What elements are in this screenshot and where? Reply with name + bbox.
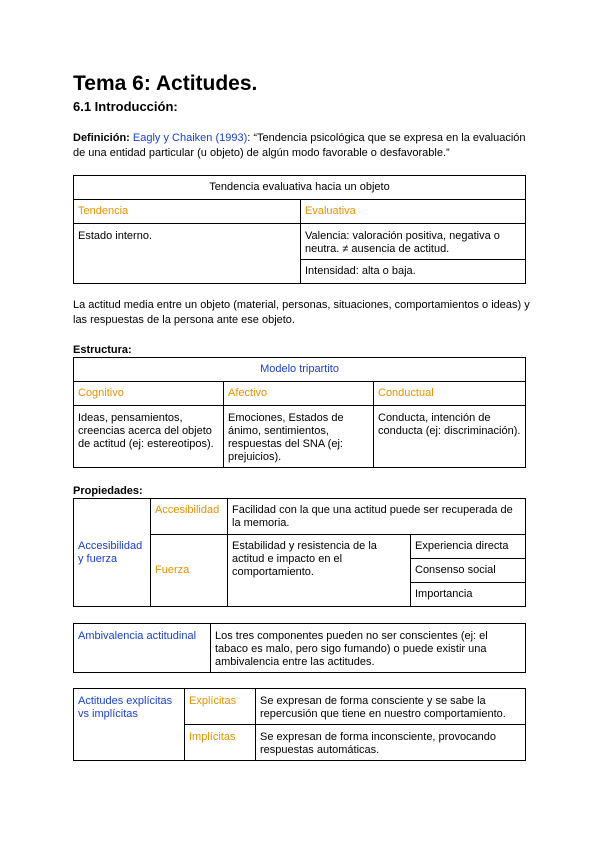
definition-label: Definición:	[73, 132, 130, 144]
table2-cell-cognitivo: Ideas, pensamientos, creencias acerca del objeto de actitud (ej: estereotipos).	[74, 406, 224, 468]
table1-col-evaluativa: Evaluativa	[301, 200, 526, 224]
definition-authors: Eagly y Chaiken (1993)	[132, 132, 248, 144]
estructura-label: Estructura:	[73, 344, 132, 356]
factor-consenso: Consenso social	[411, 559, 526, 583]
table1-cell-estado: Estado interno.	[74, 224, 301, 284]
explicitas-term: Explícitas	[185, 689, 256, 725]
table1-cell-valencia: Valencia: valoración positiva, negativa o neutra. ≠ ausencia de actitud.	[301, 224, 526, 260]
propiedades-main: Accesibilidad y fuerza	[74, 499, 151, 607]
propiedades-accesibilidad: Accesibilidad	[151, 499, 228, 535]
table2-col-afectivo: Afectivo	[224, 382, 374, 406]
page-title: Tema 6: Actitudes.	[73, 72, 258, 95]
definition-text: “Tendencia psicológica que se expresa en la evaluación de una entidad particular (u objeto) de algún modo favorable o desfavorable.”	[73, 132, 526, 159]
explicitas-label: Actitudes explícitas vs implícitas	[74, 689, 185, 761]
table2-cell-conductual: Conducta, intención de conducta (ej: discriminación).	[374, 406, 526, 468]
definition-paragraph	[73, 131, 528, 161]
propiedades-accesibilidad-desc: Facilidad con la que una actitud puede ser recuperada de la memoria.	[228, 499, 526, 535]
table2-col-conductual: Conductual	[374, 382, 526, 406]
ambivalencia-text: Los tres componentes pueden no ser conscientes (ej: el tabaco es malo, pero sigo fumando) o puede existir una ambivalencia entre las actitudes.	[211, 624, 526, 673]
media-paragraph: La actitud media entre un objeto (material, personas, situaciones, comportamientos o ideas) y las respuestas de la persona ante ese objeto.	[73, 299, 530, 326]
factor-experiencia: Experiencia directa	[411, 535, 526, 559]
table1-header: Tendencia evaluativa hacia un objeto	[74, 176, 526, 200]
table-modelo-tripartito	[73, 357, 526, 468]
definition-colon: :	[247, 132, 251, 144]
implicitas-desc: Se expresan de forma inconsciente, provocando respuestas automáticas.	[256, 725, 526, 761]
table-explicitas	[73, 688, 526, 761]
propiedades-fuerza-desc: Estabilidad y resistencia de la actitud e impacto en el comportamiento.	[228, 535, 411, 607]
table1-col-tendencia: Tendencia	[74, 200, 301, 224]
section-heading: 6.1 Introducción:	[73, 99, 178, 114]
table2-header: Modelo tripartito	[74, 358, 526, 382]
table-tendencia	[73, 175, 526, 284]
propiedades-fuerza: Fuerza	[151, 535, 228, 607]
explicitas-desc: Se expresan de forma consciente y se sabe la repercusión que tiene en nuestro comportamiento.	[256, 689, 526, 725]
table2-col-cognitivo: Cognitivo	[74, 382, 224, 406]
table1-cell-intensidad: Intensidad: alta o baja.	[301, 260, 526, 284]
ambivalencia-label: Ambivalencia actitudinal	[74, 624, 211, 673]
table-ambivalencia	[73, 623, 526, 673]
factor-importancia: Importancia	[411, 583, 526, 607]
propiedades-label: Propiedades:	[73, 485, 143, 497]
table2-cell-afectivo: Emociones, Estados de ánimo, sentimientos, respuestas del SNA (ej: prejuicios).	[224, 406, 374, 468]
implicitas-term: Implícitas	[185, 725, 256, 761]
table-propiedades	[73, 498, 526, 607]
